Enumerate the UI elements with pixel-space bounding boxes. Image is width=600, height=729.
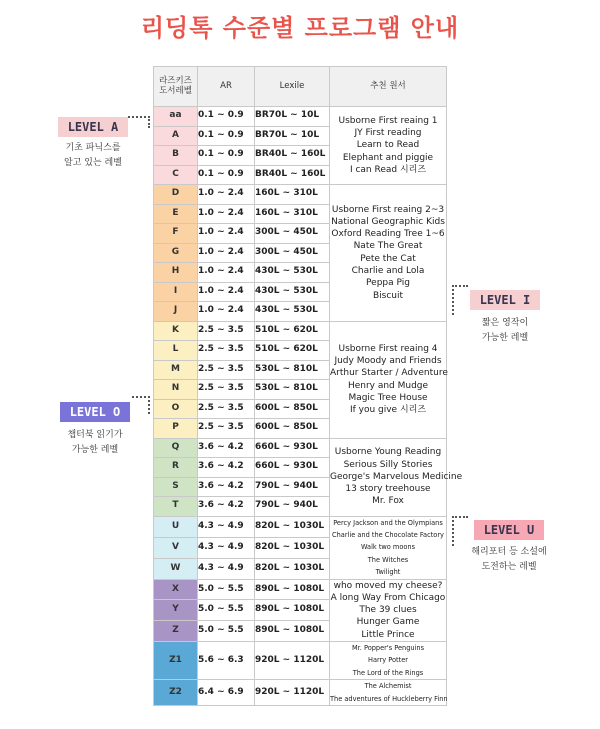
book-title: If you give 시리즈 — [349, 405, 427, 416]
ar-cell: 3.6 ~ 4.2 — [198, 497, 255, 517]
lexile-cell: 660L ~ 930L — [255, 458, 330, 478]
connector-level-u — [452, 516, 468, 546]
ar-cell: 0.1 ~ 0.9 — [198, 126, 255, 146]
ar-cell: 1.0 ~ 2.4 — [198, 302, 255, 322]
ar-cell: 1.0 ~ 2.4 — [198, 263, 255, 283]
level-cell: R — [154, 458, 198, 478]
book-title: who moved my cheese? — [333, 580, 443, 591]
header-level: 라즈키즈 도서레벨 — [154, 67, 198, 107]
book-title: The Lord of the Rings — [352, 668, 424, 677]
ar-cell: 1.0 ~ 2.4 — [198, 224, 255, 244]
ar-cell: 5.0 ~ 5.5 — [198, 579, 255, 600]
book-title: Mr. Fox — [372, 496, 404, 507]
header-lexile: Lexile — [255, 67, 330, 107]
ar-cell: 2.5 ~ 3.5 — [198, 419, 255, 439]
book-title: Twilight — [375, 568, 401, 577]
ar-cell: 0.1 ~ 0.9 — [198, 146, 255, 166]
table-row — [154, 185, 447, 205]
lexile-cell: BR40L ~ 160L — [255, 165, 330, 185]
ar-cell: 0.1 ~ 0.9 — [198, 107, 255, 127]
level-cell: W — [154, 558, 198, 579]
ar-cell: 2.5 ~ 3.5 — [198, 360, 255, 380]
lexile-cell: 820L ~ 1030L — [255, 516, 330, 537]
recommended-books-cell — [330, 642, 447, 680]
level-cell: O — [154, 399, 198, 419]
lexile-cell: 510L ~ 620L — [255, 341, 330, 361]
connector-level-a — [128, 116, 150, 128]
lexile-cell: 660L ~ 930L — [255, 438, 330, 458]
lexile-cell: 890L ~ 1080L — [255, 579, 330, 600]
lexile-cell: 530L ~ 810L — [255, 380, 330, 400]
level-cell: B — [154, 146, 198, 166]
table-row — [154, 579, 447, 600]
ar-cell: 1.0 ~ 2.4 — [198, 282, 255, 302]
level-table — [153, 66, 463, 706]
lexile-cell: 820L ~ 1030L — [255, 558, 330, 579]
recommended-books-cell — [330, 107, 447, 185]
lexile-cell: 430L ~ 530L — [255, 263, 330, 283]
book-title: Magic Tree House — [348, 392, 428, 403]
book-title: Arthur Starter / Adventure — [330, 368, 448, 379]
lexile-cell: 820L ~ 1030L — [255, 537, 330, 558]
lexile-cell: 890L ~ 1080L — [255, 600, 330, 621]
badge-level-i: LEVEL I — [470, 290, 540, 310]
level-cell: T — [154, 497, 198, 517]
book-title: Pete the Cat — [360, 253, 416, 264]
lexile-cell: 300L ~ 450L — [255, 243, 330, 263]
book-title: Usborne First reaing 2~3 — [331, 204, 445, 215]
level-cell: aa — [154, 107, 198, 127]
ar-cell: 6.4 ~ 6.9 — [198, 680, 255, 706]
level-cell: U — [154, 516, 198, 537]
book-title: Mr. Popper's Penguins — [351, 644, 425, 653]
table-row — [154, 642, 447, 680]
level-cell: Z2 — [154, 680, 198, 706]
lexile-cell: 160L ~ 310L — [255, 185, 330, 205]
book-title: Usborne First reaing 1 — [338, 115, 438, 126]
table-row — [154, 321, 447, 341]
lexile-cell: 600L ~ 850L — [255, 399, 330, 419]
lexile-cell: BR40L ~ 160L — [255, 146, 330, 166]
header-recommended: 추천 원서 — [330, 67, 447, 107]
ar-cell: 2.5 ~ 3.5 — [198, 380, 255, 400]
book-title: George's Marvelous Medicine — [330, 471, 463, 482]
ar-cell: 5.0 ~ 5.5 — [198, 621, 255, 642]
recommended-books-cell — [330, 680, 447, 706]
book-title: Usborne First reaing 4 — [338, 343, 438, 354]
ar-cell: 0.1 ~ 0.9 — [198, 165, 255, 185]
recommended-books-cell — [330, 185, 447, 322]
lexile-cell: 530L ~ 810L — [255, 360, 330, 380]
badge-level-o-desc: 챕터북 읽기가 가능한 레벨 — [67, 430, 123, 455]
lexile-cell: 890L ~ 1080L — [255, 621, 330, 642]
recommended-books-cell — [330, 516, 447, 579]
recommended-books-cell — [330, 438, 463, 516]
lexile-cell: 160L ~ 310L — [255, 204, 330, 224]
badge-level-o: LEVEL O — [60, 402, 130, 422]
ar-cell: 4.3 ~ 4.9 — [198, 516, 255, 537]
level-cell: Y — [154, 600, 198, 621]
ar-cell: 3.6 ~ 4.2 — [198, 458, 255, 478]
level-cell: X — [154, 579, 198, 600]
ar-cell: 2.5 ~ 3.5 — [198, 341, 255, 361]
ar-cell: 4.3 ~ 4.9 — [198, 537, 255, 558]
book-title: The Alchemist — [364, 682, 412, 691]
level-cell: A — [154, 126, 198, 146]
lexile-cell: 600L ~ 850L — [255, 419, 330, 439]
book-title: Serious Silly Stories — [343, 459, 433, 470]
book-title: The 39 clues — [359, 605, 417, 616]
book-title: The adventures of Huckleberry Finn — [330, 694, 448, 703]
connector-level-o — [132, 396, 150, 414]
recommended-books-cell — [330, 321, 447, 438]
level-cell: J — [154, 302, 198, 322]
table-row — [154, 438, 447, 458]
level-cell: M — [154, 360, 198, 380]
book-title: Hunger Game — [356, 617, 420, 628]
book-title: Judy Moody and Friends — [334, 355, 442, 366]
lexile-cell: BR70L ~ 10L — [255, 107, 330, 127]
level-cell: Z — [154, 621, 198, 642]
badge-level-u: LEVEL U — [474, 520, 544, 540]
level-cell: L — [154, 341, 198, 361]
level-cell: E — [154, 204, 198, 224]
level-cell: S — [154, 477, 198, 497]
level-cell: I — [154, 282, 198, 302]
lexile-cell: 430L ~ 530L — [255, 302, 330, 322]
level-cell: P — [154, 419, 198, 439]
book-title: A long Way From Chicago — [330, 592, 446, 603]
badge-level-u-desc: 해리포터 등 소설에 도전하는 레벨 — [471, 547, 547, 572]
level-cell: F — [154, 224, 198, 244]
level-cell: D — [154, 185, 198, 205]
badge-level-i-desc: 짧은 영작이 가능한 레벨 — [481, 318, 529, 343]
book-title: I can Read 시리즈 — [349, 164, 427, 175]
ar-cell: 1.0 ~ 2.4 — [198, 185, 255, 205]
level-cell: C — [154, 165, 198, 185]
book-title: The Witches — [367, 555, 409, 564]
book-title: Little Prince — [361, 629, 415, 640]
level-cell: G — [154, 243, 198, 263]
header-ar: AR — [198, 67, 255, 107]
book-title: Biscuit — [372, 290, 404, 301]
lexile-cell: 790L ~ 940L — [255, 497, 330, 517]
book-title: Nate The Great — [353, 241, 423, 252]
ar-cell: 2.5 ~ 3.5 — [198, 399, 255, 419]
book-title: Walk two moons — [360, 543, 416, 552]
table-row — [154, 107, 447, 127]
level-cell: V — [154, 537, 198, 558]
lexile-cell: 920L ~ 1120L — [255, 680, 330, 706]
ar-cell: 1.0 ~ 2.4 — [198, 243, 255, 263]
book-title: Usborne Young Reading — [334, 447, 442, 458]
book-title: National Geographic Kids — [331, 216, 445, 227]
lexile-cell: 300L ~ 450L — [255, 224, 330, 244]
lexile-cell: BR70L ~ 10L — [255, 126, 330, 146]
book-title: Charlie and the Chocolate Factory — [332, 530, 444, 539]
level-cell: H — [154, 263, 198, 283]
book-title: Elephant and piggie — [342, 152, 434, 163]
ar-cell: 5.0 ~ 5.5 — [198, 600, 255, 621]
lexile-cell: 430L ~ 530L — [255, 282, 330, 302]
ar-cell: 3.6 ~ 4.2 — [198, 438, 255, 458]
book-title: 13 story treehouse — [345, 484, 431, 495]
level-cell: Z1 — [154, 642, 198, 680]
lexile-cell: 510L ~ 620L — [255, 321, 330, 341]
book-title: Charlie and Lola — [351, 266, 425, 277]
badge-level-a: LEVEL A — [58, 117, 128, 137]
connector-level-i — [452, 285, 468, 315]
table-row — [154, 516, 447, 537]
level-cell: K — [154, 321, 198, 341]
lexile-cell: 920L ~ 1120L — [255, 642, 330, 680]
level-cell: N — [154, 380, 198, 400]
lexile-cell: 790L ~ 940L — [255, 477, 330, 497]
book-title: Peppa Pig — [366, 278, 410, 289]
book-title: Harry Potter — [367, 656, 409, 665]
book-title: Oxford Reading Tree 1~6 — [331, 229, 445, 240]
book-title: Percy Jackson and the Olympians — [333, 518, 443, 527]
recommended-books-cell — [330, 579, 447, 641]
book-title: Henry and Mudge — [347, 380, 429, 391]
table-row — [154, 680, 447, 706]
book-title: Learn to Read — [356, 140, 420, 151]
book-title: JY First reading — [354, 128, 422, 139]
page-title: 리딩톡 수준별 프로그램 안내 — [140, 14, 460, 42]
table-header-row — [154, 67, 447, 107]
ar-cell: 5.6 ~ 6.3 — [198, 642, 255, 680]
level-cell: Q — [154, 438, 198, 458]
ar-cell: 2.5 ~ 3.5 — [198, 321, 255, 341]
ar-cell: 1.0 ~ 2.4 — [198, 204, 255, 224]
badge-level-a-desc: 기초 파닉스를 알고 있는 레벨 — [64, 143, 122, 168]
ar-cell: 3.6 ~ 4.2 — [198, 477, 255, 497]
ar-cell: 4.3 ~ 4.9 — [198, 558, 255, 579]
